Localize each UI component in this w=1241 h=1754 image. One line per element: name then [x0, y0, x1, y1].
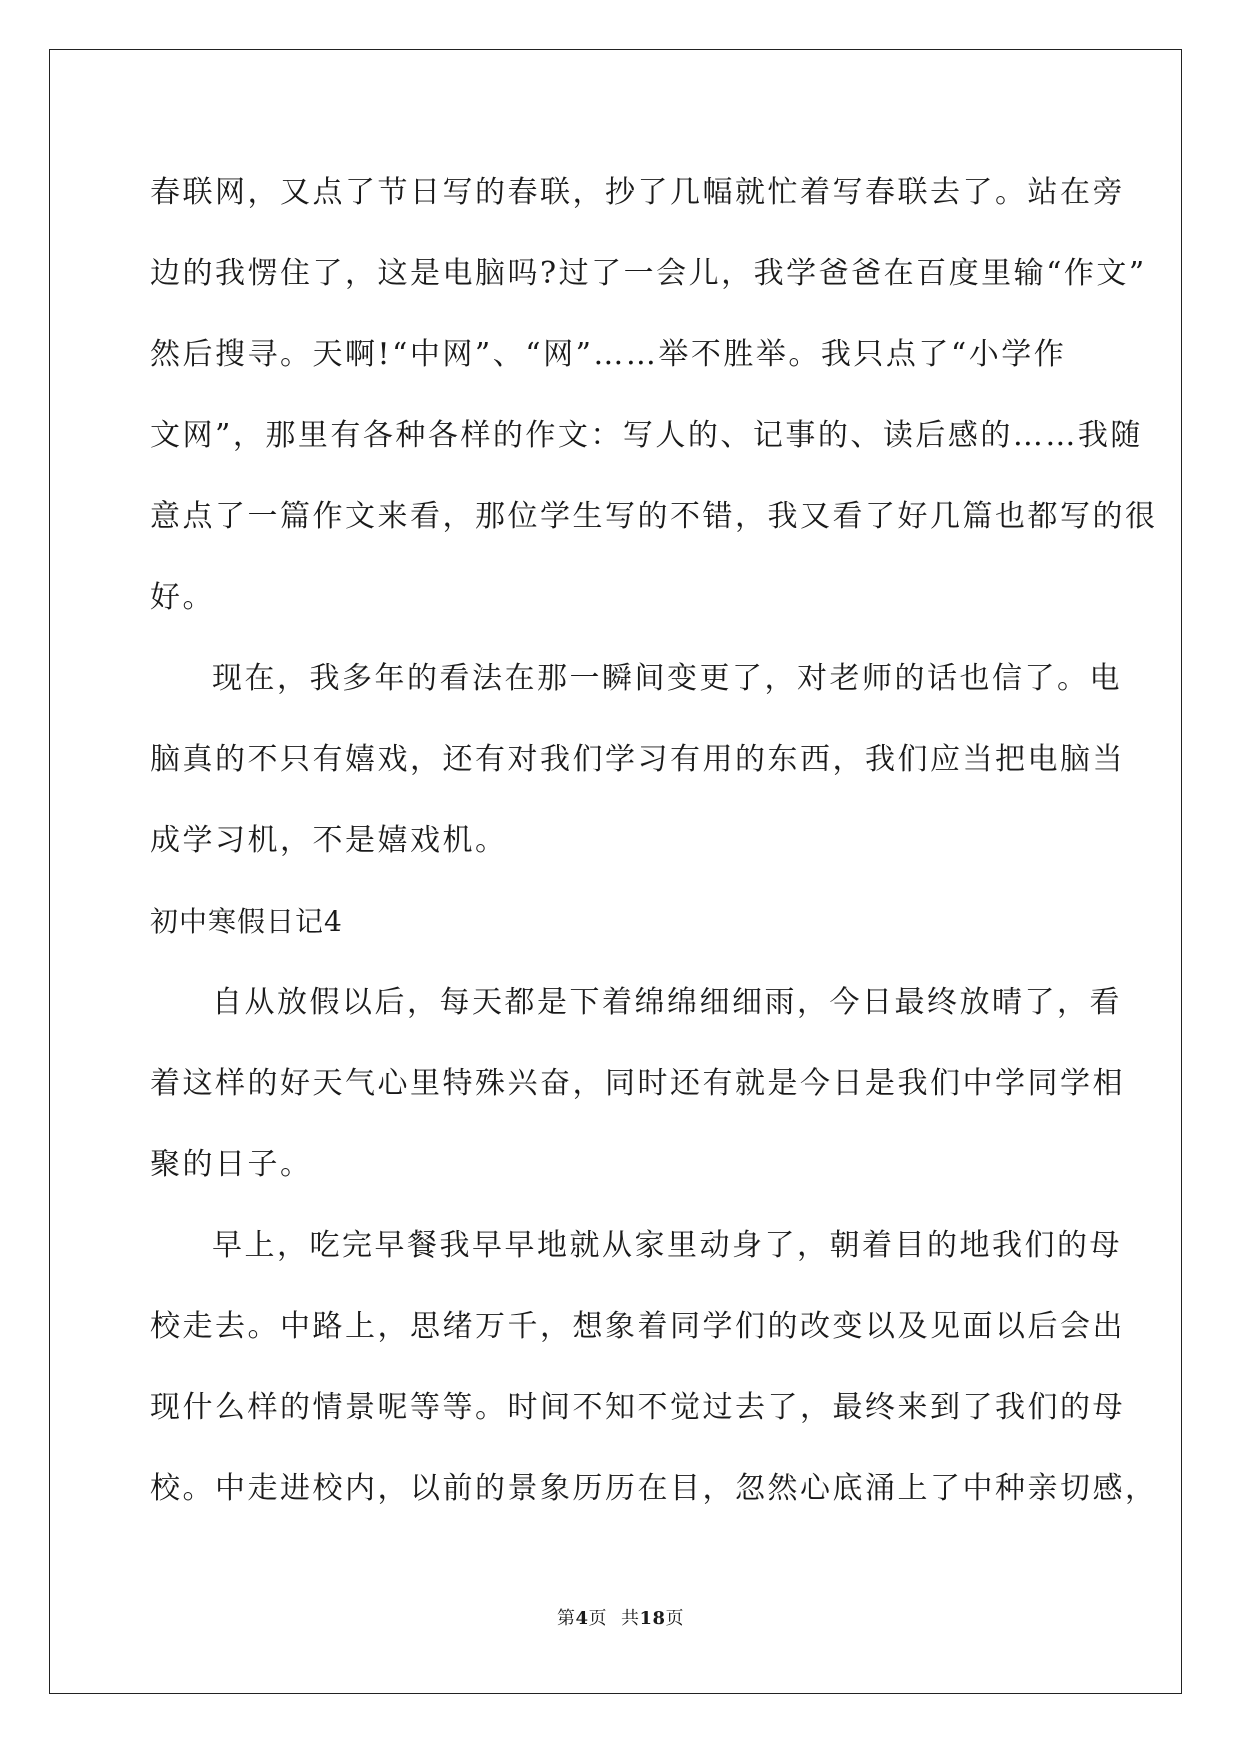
page-number: 4 — [575, 1608, 589, 1629]
section-heading: 初中寒假日记4 — [150, 905, 343, 938]
text-line: 春联网，又点了节日写的春联，抄了几幅就忙着写春联去了。站在旁 — [150, 175, 1125, 210]
text-line: 成学习机，不是嬉戏机。 — [150, 823, 508, 858]
paragraph-start-line: 早上，吃完早餐我早早地就从家里动身了，朝着目的地我们的母 — [212, 1228, 1122, 1263]
total-prefix: 共 — [620, 1608, 640, 1629]
paragraph-start-line: 现在，我多年的看法在那一瞬间变更了，对老师的话也信了。电 — [212, 661, 1122, 696]
text-line: 校。中走进校内，以前的景象历历在目，忽然心底涌上了中种亲切感， — [150, 1471, 1158, 1506]
text-line: 好。 — [150, 580, 215, 615]
total-pages: 18 — [639, 1608, 666, 1629]
page-prefix: 第 — [556, 1608, 576, 1629]
text-line: 脑真的不只有嬉戏，还有对我们学习有用的东西，我们应当把电脑当 — [150, 742, 1125, 777]
text-line: 然后搜寻。天啊!“中网”、“网”……举不胜举。我只点了“小学作 — [150, 337, 1067, 372]
text-line: 现什么样的情景呢等等。时间不知不觉过去了，最终来到了我们的母 — [150, 1390, 1125, 1425]
text-line: 文网”，那里有各种各样的作文：写人的、记事的、读后感的……我随 — [150, 418, 1143, 453]
text-line: 校走去。中路上，思绪万千，想象着同学们的改变以及见面以后会出 — [150, 1309, 1125, 1344]
text-line: 着这样的好天气心里特殊兴奋，同时还有就是今日是我们中学同学相 — [150, 1066, 1125, 1101]
total-suffix: 页 — [665, 1608, 685, 1629]
page-suffix: 页 — [588, 1608, 607, 1629]
text-line: 意点了一篇作文来看，那位学生写的不错，我又看了好几篇也都写的很 — [150, 499, 1158, 534]
text-line: 边的我愣住了，这是电脑吗?过了一会儿，我学爸爸在百度里输“作文” — [150, 256, 1147, 291]
paragraph-start-line: 自从放假以后，每天都是下着绵绵细细雨，今日最终放晴了，看 — [212, 985, 1122, 1020]
document-body — [150, 158, 1158, 1535]
page-footer — [0, 1604, 1241, 1630]
text-line: 聚的日子。 — [150, 1147, 313, 1182]
